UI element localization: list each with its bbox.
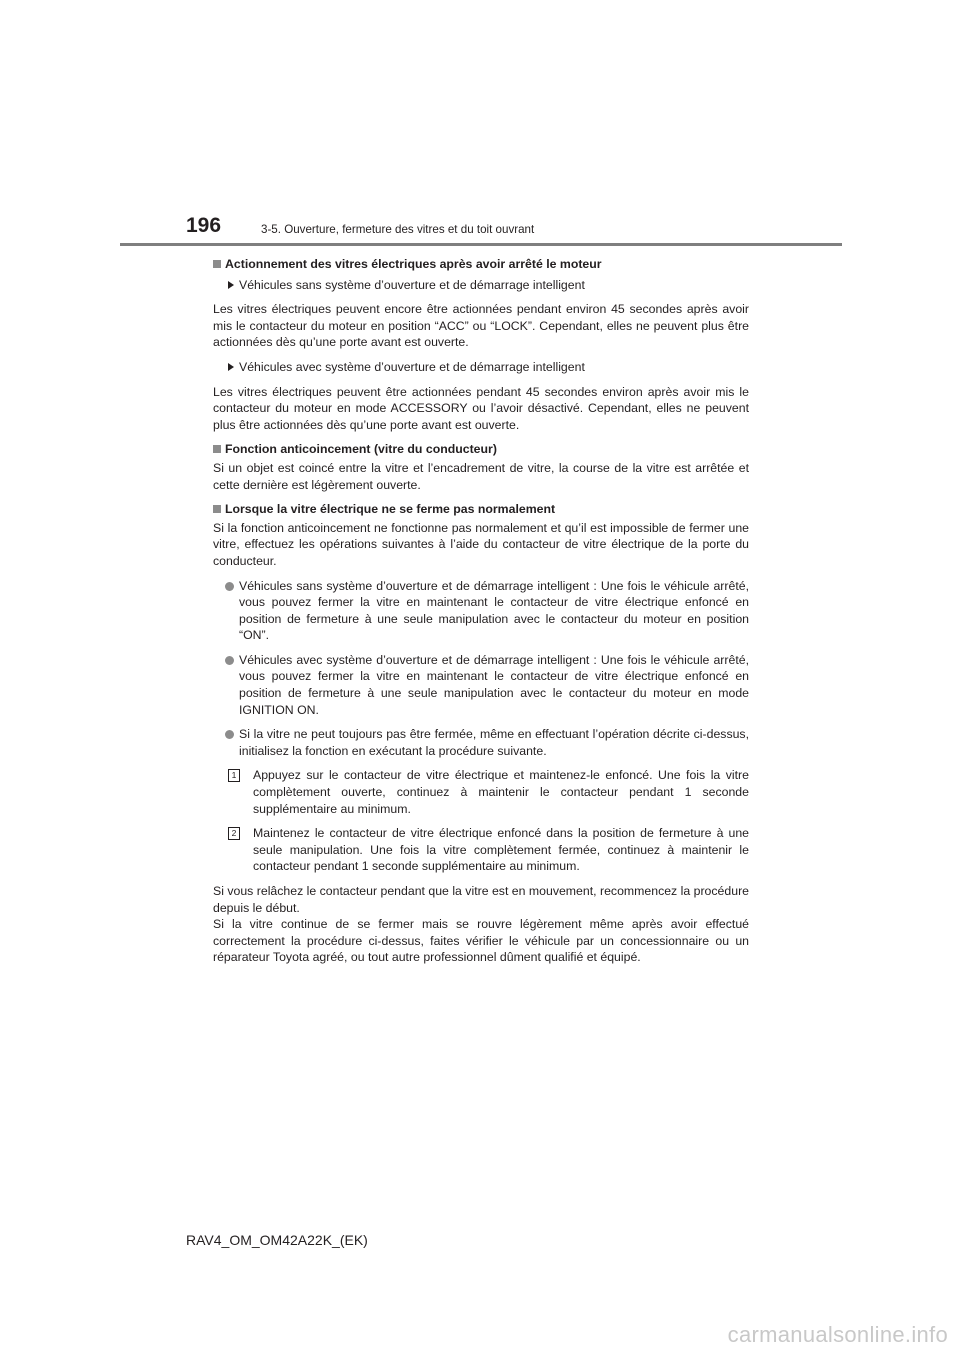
section-heading bbox=[213, 501, 749, 518]
step-number: 2 bbox=[228, 827, 240, 840]
arrow-right-icon bbox=[228, 281, 234, 289]
procedure-step bbox=[213, 767, 749, 817]
circle-bullet-icon bbox=[225, 582, 234, 591]
condition-line bbox=[213, 277, 749, 294]
page-number: 196 bbox=[186, 214, 222, 237]
paragraph: Si vous relâchez le contacteur pendant que la vitre est en mouvement, recommencez la procédure depuis le début. bbox=[213, 884, 749, 915]
header-rule bbox=[120, 243, 842, 246]
list-item-text: Si la vitre ne peut toujours pas être fermée, même en effectuant l’opération décrite ci-dessus, initialisez la fonction en exécutant la procédure suivante. bbox=[239, 727, 749, 758]
square-bullet-icon bbox=[213, 505, 221, 513]
step-number: 1 bbox=[228, 769, 240, 782]
section-title: 3-5. Ouverture, fermeture des vitres et du toit ouvrant bbox=[261, 223, 535, 236]
condition-text: Véhicules avec système d’ouverture et de démarrage intelligent bbox=[239, 359, 585, 374]
heading-text: Lorsque la vitre électrique ne se ferme pas normalement bbox=[225, 502, 556, 517]
paragraph: Les vitres électriques peuvent être actionnées pendant 45 secondes environ après avoir mis le contacteur du moteur en mode ACCESSORY ou l’avoir désactivé. Cependant, elles ne peuvent plus être actionnées dès qu’une porte avant est ouverte. bbox=[213, 384, 749, 432]
list-item bbox=[213, 578, 749, 644]
heading-text: Fonction anticoincement (vitre du conducteur) bbox=[225, 442, 497, 457]
condition-line bbox=[213, 359, 749, 376]
paragraph: Les vitres électriques peuvent encore être actionnées pendant environ 45 secondes après avoir mis le contacteur du moteur en position “ACC” ou “LOCK”. Cependant, elles ne peuvent plus être actionnées dès qu’une porte avant est ouverte. bbox=[213, 302, 749, 350]
document-code: RAV4_OM_OM42A22K_(EK) bbox=[186, 1232, 368, 1248]
heading-text: Actionnement des vitres électriques après avoir arrêté le moteur bbox=[225, 257, 602, 271]
square-bullet-icon bbox=[213, 260, 221, 268]
list-item-text: Véhicules sans système d’ouverture et de démarrage intelligent : Une fois le véhicule arrêté, vous pouvez fermer la vitre en maintenant le contacteur de vitre électrique enfoncé en position de fermeture à une seule manipulation avec le contacteur du moteur en position “ON”. bbox=[239, 578, 749, 643]
square-bullet-icon bbox=[213, 445, 221, 453]
watermark: carmanualsonline.info bbox=[727, 1322, 948, 1347]
paragraph: Si un objet est coincé entre la vitre et l’encadrement de vitre, la course de la vitre est arrêtée et cette dernière est légèrement ouverte. bbox=[213, 460, 749, 492]
circle-bullet-icon bbox=[225, 730, 234, 739]
procedure-step bbox=[213, 825, 749, 875]
circle-bullet-icon bbox=[225, 656, 234, 665]
condition-text: Véhicules sans système d’ouverture et de démarrage intelligent bbox=[239, 277, 585, 292]
arrow-right-icon bbox=[228, 363, 234, 371]
step-text: Appuyez sur le contacteur de vitre électrique et maintenez-le enfoncé. Une fois la vitre complètement ouverte, continuez à maintenir le contacteur pendant 1 seconde supplémentaire au minimum. bbox=[253, 768, 749, 816]
section-heading bbox=[213, 441, 749, 458]
list-item-text: Véhicules avec système d’ouverture et de démarrage intelligent : Une fois le véhicule arrêté, vous pouvez fermer la vitre en maintenant le contacteur de vitre électrique enfoncé en position de fermeture à une seule manipulation avec le contacteur du moteur en mode IGNITION ON. bbox=[239, 652, 749, 717]
paragraph: Si la vitre continue de se fermer mais se rouvre légèrement même après avoir effectué correctement la procédure ci-dessus, faites vérifier le véhicule par un concessionnaire ou un réparateur Toyota agréé, ou tout autre professionnel dûment qualifié et équipé. bbox=[213, 917, 749, 965]
list-item bbox=[213, 726, 749, 759]
step-text: Maintenez le contacteur de vitre électrique enfoncé dans la position de fermeture à une seule manipulation. Une fois la vitre complètement fermée, continuez à maintenir le contacteur pendant 1 seconde supplémentaire au minimum. bbox=[253, 826, 749, 874]
main-content bbox=[213, 256, 749, 966]
paragraph: Si la fonction anticoincement ne fonctionne pas normalement et qu’il est impossible de fermer une vitre, effectuez les opérations suivantes à l’aide du contacteur de vitre électrique de la porte du conducteur. bbox=[213, 520, 749, 568]
list-item bbox=[213, 652, 749, 718]
section-heading bbox=[213, 256, 749, 273]
